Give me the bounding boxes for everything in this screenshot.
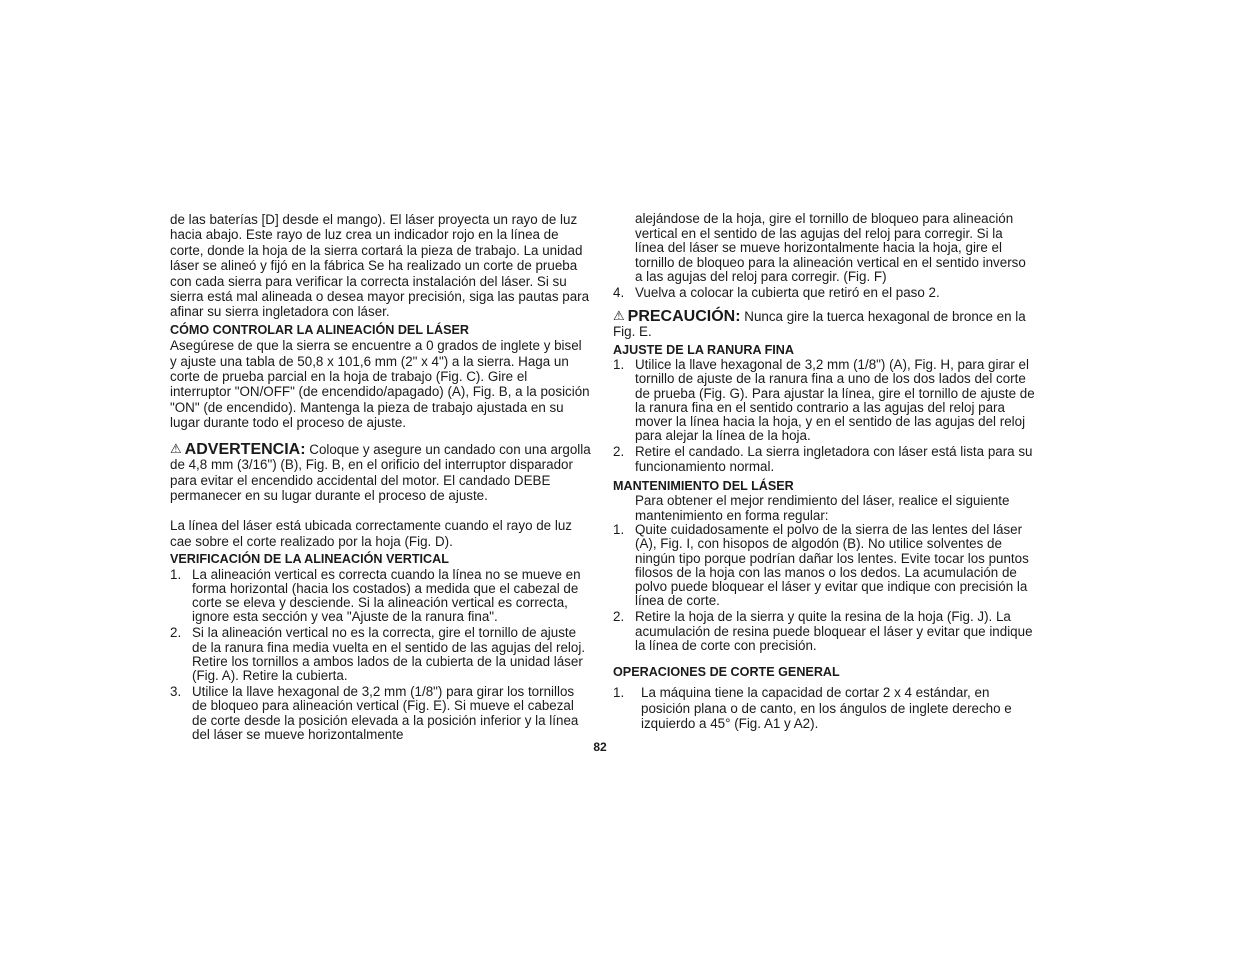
heading-check-alignment: CÓMO CONTROLAR LA ALINEACIÓN DEL LÁSER: [170, 322, 469, 337]
caution-block: [613, 308, 1035, 340]
list-item-number: 2.: [170, 625, 182, 641]
list-item: [613, 523, 1035, 608]
list-item-text: Utilice la llave hexagonal de 3,2 mm (1/8") (A), Fig. H, para girar el tornillo de ajuste de la ranura fina a uno de los dos lados del corte de prueba (Fig. G). Para ajustar la línea, gire el tornillo de ajuste de la ranura fina en el sentido contrario a las agujas del reloj para mover la línea hacia la hoja, y en el sentido de las agujas del reloj para alejar la línea de la hoja.: [635, 357, 1035, 444]
warning-text: Coloque y asegure un candado con una argolla de 4,8 mm (3/16") (B), Fig. B, en el orificio del interruptor disparador para evitar el encendido accidental del motor. El candado DEBE permanecer en su lugar durante el proceso de ajuste.: [170, 441, 591, 503]
list-item-text: Retire el candado. La sierra ingletadora con láser está lista para su funcionamiento normal.: [635, 444, 1033, 474]
heading-fine-slot: AJUSTE DE LA RANURA FINA: [613, 342, 794, 357]
list-item: [170, 626, 592, 683]
page-number: 82: [593, 740, 607, 754]
list-item: [170, 685, 592, 742]
maintenance-list: [613, 523, 1035, 653]
warning-block: [170, 441, 592, 504]
warning-triangle-icon: ⚠: [170, 440, 182, 456]
heading-general-cutting: OPERACIONES DE CORTE GENERAL: [613, 664, 840, 679]
list-item: [170, 568, 592, 625]
list-item-text: Quite cuidadosamente el polvo de la sierra de las lentes del láser (A), Fig. I, con hisopos de algodón (B). No utilice solventes de ningún tipo porque podrían dañar los lentes. Evite tocar los puntos filosos de la hoja con las manos o los dedos. La acumulación de polvo puede bloquear el láser y evitar que indique con precisión la línea de corte.: [635, 522, 1029, 609]
continuation-paragraph: alejándose de la hoja, gire el tornillo de bloqueo para alineación vertical en el sentido de las agujas del reloj para corregir. Si la línea del láser se mueve horizontalmente hacia la hoja, gire el tornillo de bloqueo para la alineación vertical en el sentido inverso a las agujas del reloj para corregir. (Fig. F): [635, 211, 1026, 284]
list-item-number: 2.: [613, 609, 625, 625]
caution-text: Nunca gire la tuerca hexagonal de bronce en la Fig. E.: [613, 308, 1026, 340]
list-item: [613, 358, 1035, 443]
fine-slot-list: [613, 358, 1035, 474]
list-item-text: Si la alineación vertical no es la correcta, gire el tornillo de ajuste de la ranura fina media vuelta en el sentido de las agujas del reloj. Retire los tornillos a ambos lados de la cubierta de la unidad láser (Fig. A). Retire la cubierta.: [192, 625, 586, 683]
warning-triangle-icon: ⚠: [613, 307, 625, 323]
step-four-list: [613, 285, 1035, 300]
list-item-number: 4.: [613, 284, 625, 300]
list-item-text: Retire la hoja de la sierra y quite la resina de la hoja (Fig. J). La acumulación de resina puede bloquear el láser y evitar que indique la línea de corte con precisión.: [635, 609, 1033, 653]
list-item-text: La alineación vertical es correcta cuando la línea no se mueve en forma horizontal (hacia los costados) a medida que el cabezal de corte se eleva y desciende. Si la alineación vertical es correcta, ignore esta sección y vea "Ajuste de la ranura fina".: [192, 566, 581, 625]
list-item-number: 1.: [613, 685, 625, 701]
intro-paragraph: de las baterías [D] desde el mango). El láser proyecta un rayo de luz hacia abajo. Este rayo de luz crea un indicador rojo en la línea de corte, donde la hoja de la sierra cortará la pieza de trabajo. La unidad láser se alineó y fijó en la fábrica Se ha realizado un corte de prueba con cada sierra para verificar la correcta instalación del láser. Si su sierra está mal alineada o desea mayor precisión, siga las pautas para afinar su sierra ingletadora con láser.: [170, 212, 590, 320]
list-item: [613, 445, 1035, 473]
list-item-number: 2.: [613, 444, 625, 460]
warning-title: ADVERTENCIA:: [184, 440, 306, 458]
list-item: [613, 685, 1035, 731]
list-item-number: 3.: [170, 684, 182, 700]
list-item-text: Vuelva a colocar la cubierta que retiró en el paso 2.: [635, 284, 940, 300]
heading-laser-maintenance: MANTENIMIENTO DEL LÁSER: [613, 478, 794, 493]
left-column: [170, 212, 592, 742]
list-item-text: La máquina tiene la capacidad de cortar 2 x 4 estándar, en posición plana o de canto, en los ángulos de inglete derecho e izquierdo a 45° (Fig. A1 y A2).: [641, 685, 1012, 732]
list-item: [613, 610, 1035, 653]
heading-vertical-alignment: VERIFICACIÓN DE LA ALINEACIÓN VERTICAL: [170, 552, 449, 567]
list-item-number: 1.: [613, 522, 625, 538]
right-column: [613, 212, 1035, 732]
list-item-number: 1.: [170, 566, 182, 582]
caution-title: PRECAUCIÓN:: [627, 307, 741, 325]
maintenance-intro: Para obtener el mejor rendimiento del láser, realice el siguiente mantenimiento en forma regular:: [635, 493, 1010, 523]
list-item: [613, 285, 1035, 300]
list-item-text: Utilice la llave hexagonal de 3,2 mm (1/8") para girar los tornillos de bloqueo para alineación vertical (Fig. E). Si mueve el cabezal de corte desde la posición elevada a la posición inferior y la línea del láser se mueve horizontalmente: [192, 684, 579, 742]
check-alignment-paragraph: Asegúrese de que la sierra se encuentre a 0 grados de inglete y bisel y ajuste una tabla de 50,8 x 101,6 mm (2" x 4") a la sierra. Haga un corte de prueba parcial en la hoja de trabajo (Fig. C). Gire el interruptor "ON/OFF" (de encendido/apagado) (A), Fig. B, a la posición "ON" (de encendido). Mantenga la pieza de trabajo ajustada en su lugar durante todo el proceso de ajuste.: [170, 338, 590, 431]
general-cutting-list: [613, 685, 1035, 731]
vertical-alignment-list: [170, 568, 592, 742]
laser-line-paragraph: La línea del láser está ubicada correctamente cuando el rayo de luz cae sobre el corte realizado por la hoja (Fig. D).: [170, 518, 572, 549]
list-item-number: 1.: [613, 357, 625, 373]
